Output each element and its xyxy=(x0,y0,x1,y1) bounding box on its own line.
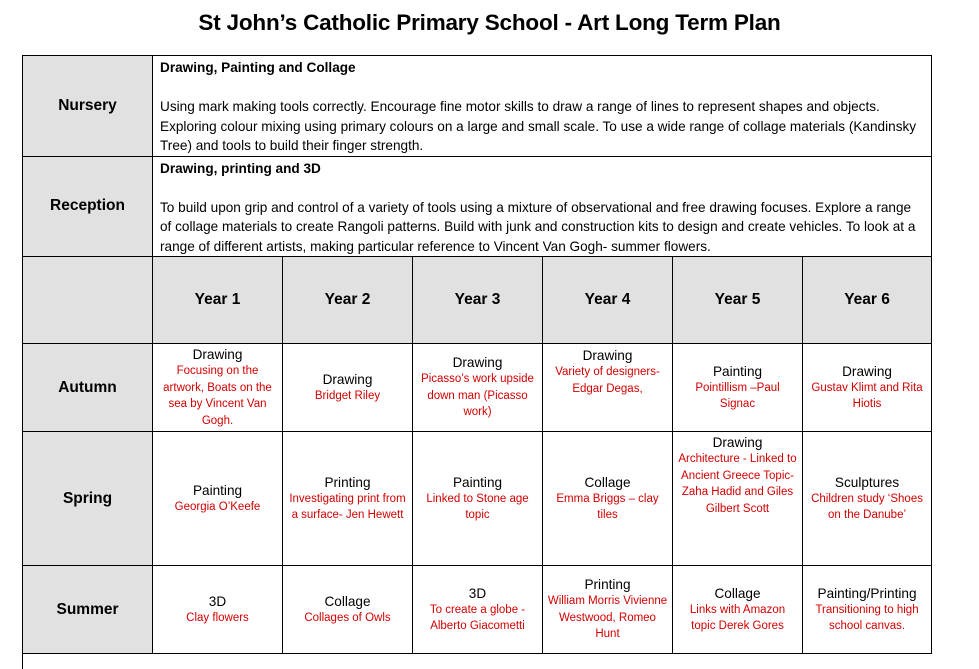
cell-subject: Drawing xyxy=(842,363,892,379)
nursery-row xyxy=(23,56,932,157)
summer-year-4-cell xyxy=(543,566,673,654)
cell-note: Variety of designers- Edgar Degas, xyxy=(555,366,660,395)
cell-subject: Sculptures xyxy=(834,474,900,490)
document-title: St John’s Catholic Primary School - Art Long Term Plan xyxy=(198,10,781,35)
autumn-row xyxy=(23,344,932,432)
cell-subject: Collage xyxy=(714,585,761,601)
reception-description xyxy=(153,156,932,257)
cell-subject: 3D xyxy=(208,593,227,609)
row-label-reception: Reception xyxy=(23,156,153,257)
row-label-nursery: Nursery xyxy=(23,56,153,157)
art-plan-table xyxy=(22,55,932,654)
reception-row xyxy=(23,156,932,257)
header-year-6: Year 6 xyxy=(803,257,932,344)
cell-subject: Collage xyxy=(584,474,631,490)
autumn-year-6-cell xyxy=(803,344,932,432)
autumn-year-4-cell xyxy=(543,344,673,432)
autumn-year-1-cell xyxy=(153,344,283,432)
cell-note: To create a globe - Alberto Giacometti xyxy=(429,603,526,632)
cell-note: Picasso’s work upside down man (Picasso work) xyxy=(421,373,534,419)
cell-subject: Painting xyxy=(452,474,503,490)
cell-note: Children study ‘Shoes on the Danube’ xyxy=(811,492,923,521)
cell-subject: Painting xyxy=(712,363,763,379)
spring-year-4-cell xyxy=(543,432,673,566)
cell-note: Gustav Klimt and Rita Hiotis xyxy=(811,381,923,410)
row-label-summer: Summer xyxy=(23,566,153,654)
row-label-autumn: Autumn xyxy=(23,344,153,432)
cell-note: Linked to Stone age topic xyxy=(426,492,529,521)
cell-subject: Printing xyxy=(584,577,631,593)
cell-subject: Collage xyxy=(324,593,371,609)
header-blank-cell xyxy=(23,257,153,344)
summer-row xyxy=(23,566,932,654)
summer-year-2-cell xyxy=(283,566,413,654)
summer-year-5-cell xyxy=(673,566,803,654)
reception-text: To build upon grip and control of a variety of tools using a mixture of observational and free drawing focuses. Explore a range of collage materials to create Rangoli patterns. Build with junk and construction kits to design and create vehicles. To look at a range of different artists, making particular reference to Vincent Van Gogh- summer flowers. xyxy=(160,199,916,254)
cell-note: Links with Amazon topic Derek Gores xyxy=(689,603,786,632)
cell-note: Investigating print from a surface- Jen Hewett xyxy=(289,492,406,521)
summer-year-3-cell xyxy=(413,566,543,654)
reception-heading: Drawing, printing and 3D xyxy=(160,160,321,176)
nursery-text: Using mark making tools correctly. Encourage fine motor skills to draw a range of lines to represent shapes and objects. Exploring colour mixing using primary colours on a large and small scale. To use a wide range of collage materials (Kandinsky Tree) and tools to build their finger strength. xyxy=(160,99,917,153)
autumn-year-3-cell xyxy=(413,344,543,432)
cell-note: Bridget Riley xyxy=(314,389,381,402)
summer-year-1-cell xyxy=(153,566,283,654)
cell-subject: Drawing xyxy=(452,355,503,371)
autumn-year-2-cell xyxy=(283,344,413,432)
header-year-3: Year 3 xyxy=(413,257,543,344)
spring-year-5-cell xyxy=(673,432,803,566)
header-year-4: Year 4 xyxy=(543,257,673,344)
cell-subject: Drawing xyxy=(582,348,633,363)
page-margin-line xyxy=(22,652,23,669)
cell-subject: Drawing xyxy=(322,371,373,387)
spring-year-3-cell xyxy=(413,432,543,566)
cell-subject: Drawing xyxy=(712,435,763,450)
spring-year-6-cell xyxy=(803,432,932,566)
header-year-5: Year 5 xyxy=(673,257,803,344)
nursery-heading: Drawing, Painting and Collage xyxy=(160,60,356,75)
autumn-year-5-cell xyxy=(673,344,803,432)
spring-year-1-cell xyxy=(153,432,283,566)
spring-year-2-cell xyxy=(283,432,413,566)
year-header-row xyxy=(23,257,932,344)
summer-year-6-cell xyxy=(803,566,932,654)
spring-row xyxy=(23,432,932,566)
cell-subject: Painting/Printing xyxy=(817,585,917,601)
header-year-1: Year 1 xyxy=(153,257,283,344)
cell-subject: Printing xyxy=(324,474,371,490)
cell-note: Pointillism –Paul Signac xyxy=(695,381,780,410)
row-label-spring: Spring xyxy=(23,432,153,566)
cell-subject: Painting xyxy=(192,482,243,498)
cell-subject: Drawing xyxy=(192,347,243,362)
cell-note: William Morris Vivienne Westwood, Romeo Hunt xyxy=(547,595,668,641)
cell-note: Emma Briggs – clay tiles xyxy=(556,492,659,521)
cell-subject: 3D xyxy=(468,585,487,601)
cell-note: Architecture - Linked to Ancient Greece Topic- Zaha Hadid and Giles Gilbert Scott xyxy=(678,453,797,515)
cell-note: Collages of Owls xyxy=(304,611,391,624)
cell-note: Georgia O’Keefe xyxy=(174,500,261,513)
cell-note: Clay flowers xyxy=(186,611,249,624)
cell-note: Transitioning to high school canvas. xyxy=(815,603,919,632)
nursery-description xyxy=(153,56,932,157)
cell-note: Focusing on the artwork, Boats on the sea by Vincent Van Gogh. xyxy=(163,365,272,427)
header-year-2: Year 2 xyxy=(283,257,413,344)
